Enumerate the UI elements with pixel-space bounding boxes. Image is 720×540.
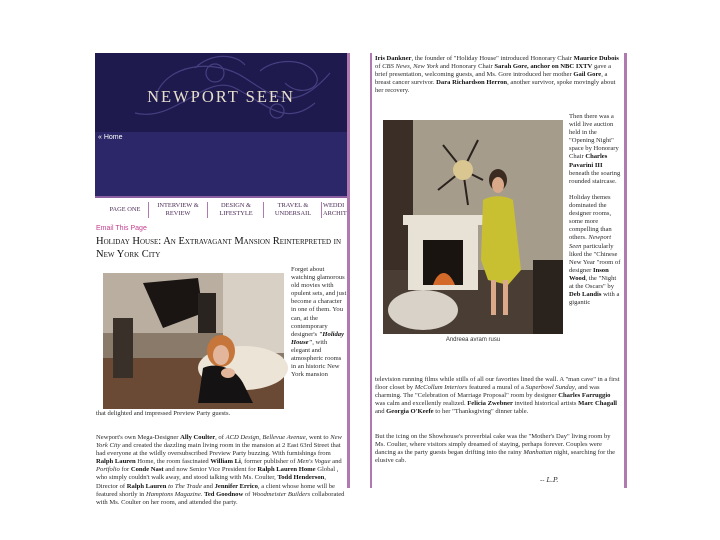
left-page-border <box>347 53 350 488</box>
article-paragraph: Newport's own Mega-Designer Ally Coulter, of ACD Design, Bellevue Avenue, went to New York City and created the dazzling main living room in the mansion at 2 East 63rd Street that had everyone at the wildly oversubscribed Preview Party buzzing. With furnishings from Ralph Lauren Home, the room fascinated William Li, former publisher of Men's Vogue and Portfolio for Conde Nast and now Senior Vice President for Ralph Lauren Home Global , who simply couldn't walk away, and stood talking with Ms. Coulter, Todd Henderson, Director of Ralph Lauren to The Trade and Jennifer Errico, a client whose home will be featured shortly in Hamptons Magazine. Ted Goodnow of Woodmeister Builders collaborated with Ms. Coulter on her room, and attended the party. <box>96 434 345 506</box>
nav-separator <box>321 202 322 218</box>
author-signature: -- L.P. <box>540 476 559 484</box>
right-page-border-right <box>624 53 627 488</box>
article-paragraph: But the icing on the Showhouse's proverbial cake was the "Mother's Day" living room by Ms. Coulter, where visitors simply dreamed of staying, perhaps forever. Couples were dancing as the party guests began drifting into the rainy Manhattan night, searching for the elusive cab. <box>375 433 616 465</box>
home-bar <box>95 132 347 196</box>
section-nav <box>95 202 350 222</box>
nav-separator <box>207 202 208 218</box>
intro-text-continued: that delighted and impressed Preview Party guests. <box>96 410 231 417</box>
nav-page-one[interactable]: PAGE ONE <box>109 206 141 213</box>
nav-separator <box>263 202 264 218</box>
nav-separator <box>148 202 149 218</box>
nav-design-lifestyle[interactable]: DESIGN & LIFESTYLE <box>219 202 253 217</box>
fireplace-photo <box>383 120 563 334</box>
right-page <box>372 53 627 488</box>
article-paragraph: Then there was a wild live auction held in the "Opening Night" space by Honorary Chair Charles Pavarini III beneath the soaring rounded staircase. Holiday themes dominated the designer rooms, some more compelling than others. Newport Seen particularly liked the "Chinese New Year "room of designer Inson Wood, the "Night at the Oscars" by Deb Landis with a gigantic <box>569 113 621 307</box>
nav-weddings-architecture[interactable]: WEDDI ARCHIT <box>323 202 347 217</box>
article-title: Holiday House: An Extravagant Mansion Reinterpreted in New York City <box>96 236 342 260</box>
email-this-page-link[interactable]: Email This Page <box>96 225 147 232</box>
nav-interview-review[interactable]: INTERVIEW & REVIEW <box>157 202 199 217</box>
home-link[interactable]: « Home <box>98 134 123 141</box>
brand-title: NEWPORT SEEN <box>147 87 295 106</box>
photo-caption: Andreea avram rusu <box>445 337 501 343</box>
article-paragraph-continued: television running films while stills of all our favorites lined the wall. A "man cave" in a first floor closet by McCollum Interiors featured a mural of a Superbowl Sunday, and was charming. The "Celebration of Marriage Proposal" room by designer Charles Farruggio was calm and excellently realized. Felicia Zwebner invited historical artists Marc Chagall and Georgia O'Keefe to her "Thanksgiving" dinner table. <box>375 376 620 416</box>
intro-text: Forget about watching glamorous old movies with opulent sets, and just become a character in one of them. You can, at the contemporary designer's "Holiday House", with elegant and atmospheric rooms in an historic New York mansion <box>291 266 347 379</box>
party-photo <box>103 273 284 409</box>
masthead-divider <box>95 196 347 198</box>
article-paragraph: Iris Dankner, the founder of "Holiday House" introduced Honorary Chair Maurice Dubois of CBS News, New York and Honorary Chair Sarah Gore, anchor on NBC IXTV gave a brief presentation, welcoming guests, and Ms. Gore introduced her mother Gail Gore, a breast cancer survivor. Dara Richardson Herron, another survivor, spoke movingly about her recovery. <box>375 55 619 95</box>
masthead <box>95 53 347 132</box>
nav-travel-undersail[interactable]: TRAVEL & UNDERSAIL <box>274 202 312 217</box>
left-page <box>95 53 350 506</box>
